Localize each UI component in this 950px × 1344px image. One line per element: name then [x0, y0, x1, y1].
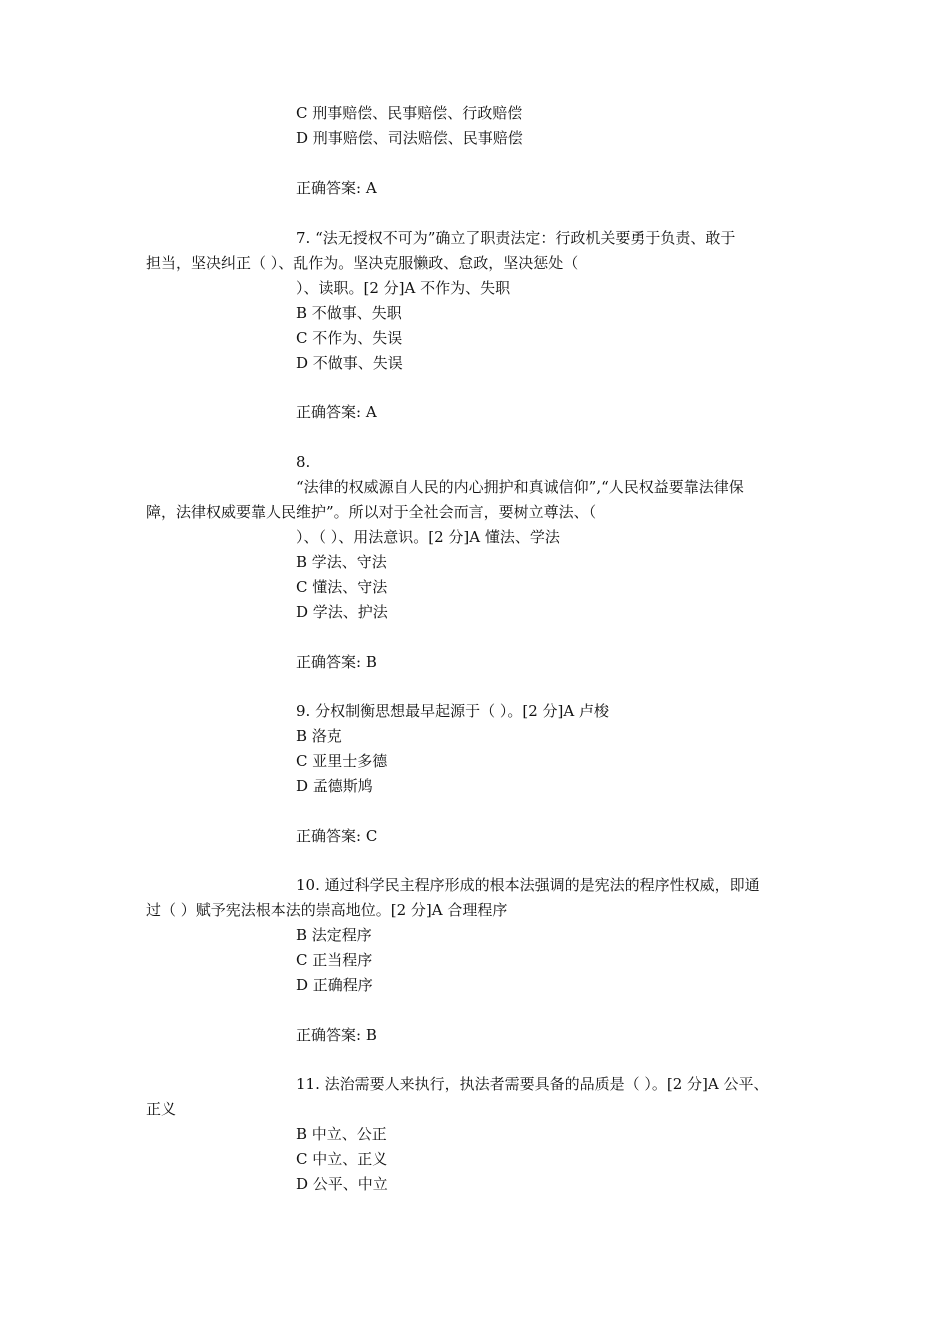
question-11-line-1: 11. 法治需要人来执行，执法者需要具备的品质是（ ）。[2 分]A 公平、	[296, 1075, 769, 1093]
answer-q7: 正确答案: A	[296, 403, 377, 421]
option-b-q9: B 洛克	[296, 727, 342, 745]
question-7-line-3: ）、读职。[2 分]A 不作为、失职	[296, 279, 511, 297]
answer-q10: 正确答案: B	[296, 1026, 377, 1044]
question-8-number: 8.	[296, 453, 311, 471]
answer-q9: 正确答案: C	[296, 827, 378, 845]
question-10-line-1: 10. 通过科学民主程序形成的根本法强调的是宪法的程序性权威，即通	[296, 876, 760, 894]
option-d-q8: D 学法、护法	[296, 603, 388, 621]
question-8-line-3: ）、（ ）、用法意识。[2 分]A 懂法、学法	[296, 528, 560, 546]
option-c-q7: C 不作为、失误	[296, 329, 403, 347]
option-c-q8: C 懂法、守法	[296, 578, 388, 596]
question-7-line-2: 担当，坚决纠正（ ）、乱作为。坚决克服懒政、怠政，坚决惩处（	[146, 254, 579, 272]
option-c-q11: C 中立、正义	[296, 1150, 388, 1168]
option-c-q6: C 刑事赔偿、民事赔偿、行政赔偿	[296, 104, 523, 122]
question-7-line-1: 7. “法无授权不可为”确立了职责法定：行政机关要勇于负责、敢于	[296, 229, 736, 247]
option-d-q10: D 正确程序	[296, 976, 373, 994]
option-d-q9: D 孟德斯鸠	[296, 777, 373, 795]
option-c-q9: C 亚里士多德	[296, 752, 388, 770]
question-9-line-1: 9. 分权制衡思想最早起源于（ ）。[2 分]A 卢梭	[296, 702, 609, 720]
option-d-q7: D 不做事、失误	[296, 354, 403, 372]
answer-q6: 正确答案: A	[296, 179, 377, 197]
question-8-line-1: “法律的权威源自人民的内心拥护和真诚信仰”,“人民权益要靠法律保	[296, 478, 744, 496]
option-d-q11: D 公平、中立	[296, 1175, 388, 1193]
question-11-line-2: 正义	[146, 1100, 177, 1118]
option-b-q8: B 学法、守法	[296, 553, 387, 571]
option-b-q7: B 不做事、失职	[296, 304, 402, 322]
question-8-line-2: 障，法律权威要靠人民维护”。所以对于全社会而言，要树立尊法、（	[146, 503, 597, 521]
option-b-q11: B 中立、公正	[296, 1125, 387, 1143]
option-b-q10: B 法定程序	[296, 926, 372, 944]
question-10-line-2: 过（ ）赋予宪法根本法的崇高地位。[2 分]A 合理程序	[146, 901, 508, 919]
option-c-q10: C 正当程序	[296, 951, 373, 969]
answer-q8: 正确答案: B	[296, 653, 377, 671]
option-d-q6: D 刑事赔偿、司法赔偿、民事赔偿	[296, 129, 523, 147]
